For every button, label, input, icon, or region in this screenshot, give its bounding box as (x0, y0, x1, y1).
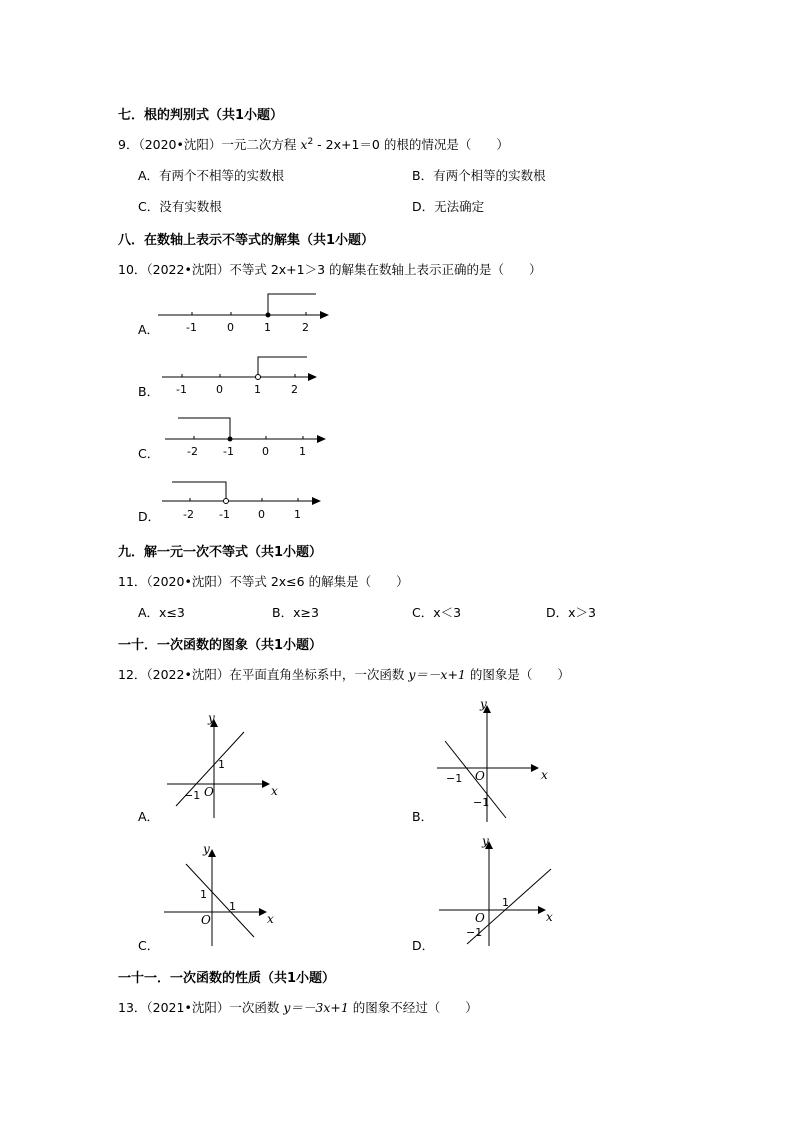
tick-d-2: -1 (219, 508, 230, 521)
graph-a-y-label: y (208, 711, 215, 725)
q11-option-c[interactable]: C．x＜3 (412, 605, 462, 620)
tick-d-3: 0 (258, 508, 265, 521)
tick-b-1: -1 (176, 383, 187, 396)
q9-option-a[interactable]: A．有两个不相等的实数根 (138, 168, 285, 183)
graph-b-origin: O (475, 769, 485, 783)
graph-d-y-label: y (482, 834, 489, 848)
q12-option-b[interactable]: B． (412, 809, 434, 824)
q9-var: x (300, 137, 308, 152)
q11-option-b[interactable]: B．x≥3 (272, 605, 319, 620)
q13-suffix: 的图象不经过（ ） (348, 1000, 478, 1015)
q9-exp: 2 (307, 136, 314, 147)
tick-a-3: 1 (264, 321, 271, 334)
graph-c-origin: O (201, 913, 211, 927)
tick-a-1: -1 (186, 321, 197, 334)
q12-suffix: 的图象是（ ） (465, 667, 570, 682)
graph-a-neg-one: −1 (184, 789, 201, 802)
tick-d-1: -2 (183, 508, 194, 521)
graph-a-origin: O (204, 785, 214, 799)
graph-d-one: 1 (502, 896, 509, 909)
tick-b-2: 0 (216, 383, 223, 396)
graph-c-y-label: y (203, 842, 210, 856)
question-11: 11．（2020•沈阳）不等式 2x≤6 的解集是（ ） (118, 574, 409, 589)
tick-d-4: 1 (294, 508, 301, 521)
q9-option-b[interactable]: B．有两个相等的实数根 (412, 168, 546, 183)
tick-c-3: 0 (262, 445, 269, 458)
graph-a-one: 1 (218, 758, 225, 771)
q10-option-d[interactable]: D． (138, 509, 161, 524)
q12-func: y＝－x+1 (408, 667, 466, 682)
graph-b-neg-one-x: −1 (446, 772, 463, 785)
graph-d-neg-one: −1 (466, 926, 483, 939)
graph-c-one-y: 1 (200, 888, 207, 901)
tick-c-4: 1 (299, 445, 306, 458)
q12-option-d[interactable]: D． (412, 938, 435, 953)
q10-option-b[interactable]: B． (138, 384, 160, 399)
graph-a-x-label: x (271, 784, 278, 798)
q12-option-a[interactable]: A． (138, 809, 160, 824)
question-10: 10．（2022•沈阳）不等式 2x+1＞3 的解集在数轴上表示正确的是（ ） (118, 262, 542, 277)
graph-b-y-label: y (480, 697, 487, 711)
section-title-7: 七．根的判别式（共1小题） (118, 108, 284, 123)
q9-rest: - 2x+1＝0 的根的情况是（ ） (313, 137, 509, 152)
question-13 (118, 998, 478, 1016)
graph-d-origin: O (475, 911, 485, 925)
section-title-10: 一十．一次函数的图象（共1小题） (118, 638, 323, 653)
section-title-8: 八．在数轴上表示不等式的解集（共1小题） (118, 233, 375, 248)
graph-c-x-label: x (267, 912, 274, 926)
q9-prefix: 9．（2020•沈阳）一元二次方程 (118, 137, 301, 152)
graph-b-neg-one-y: −1 (473, 796, 490, 809)
tick-b-4: 2 (291, 383, 298, 396)
q9-option-d[interactable]: D．无法确定 (412, 199, 485, 214)
graph-b-x-label: x (541, 768, 548, 782)
q11-option-a[interactable]: A．x≤3 (138, 605, 185, 620)
q12-option-c[interactable]: C． (138, 938, 160, 953)
q13-func: y＝－3x+1 (283, 1000, 349, 1015)
tick-c-1: -2 (187, 445, 198, 458)
q10-option-c[interactable]: C． (138, 446, 160, 461)
graph-c-one-x: 1 (229, 900, 236, 913)
graph-d-x-label: x (546, 910, 553, 924)
q13-prefix: 13．（2021•沈阳）一次函数 (118, 1000, 284, 1015)
tick-a-2: 0 (227, 321, 234, 334)
section-title-9: 九．解一元一次不等式（共1小题） (118, 545, 323, 560)
tick-b-3: 1 (254, 383, 261, 396)
tick-c-2: -1 (223, 445, 234, 458)
tick-a-4: 2 (302, 321, 309, 334)
q9-option-c[interactable]: C．没有实数根 (138, 199, 222, 214)
q11-option-d[interactable]: D．x＞3 (546, 605, 596, 620)
section-title-11: 一十一．一次函数的性质（共1小题） (118, 971, 336, 986)
q12-prefix: 12．（2022•沈阳）在平面直角坐标系中，一次函数 (118, 667, 409, 682)
q10-option-a[interactable]: A． (138, 322, 160, 337)
